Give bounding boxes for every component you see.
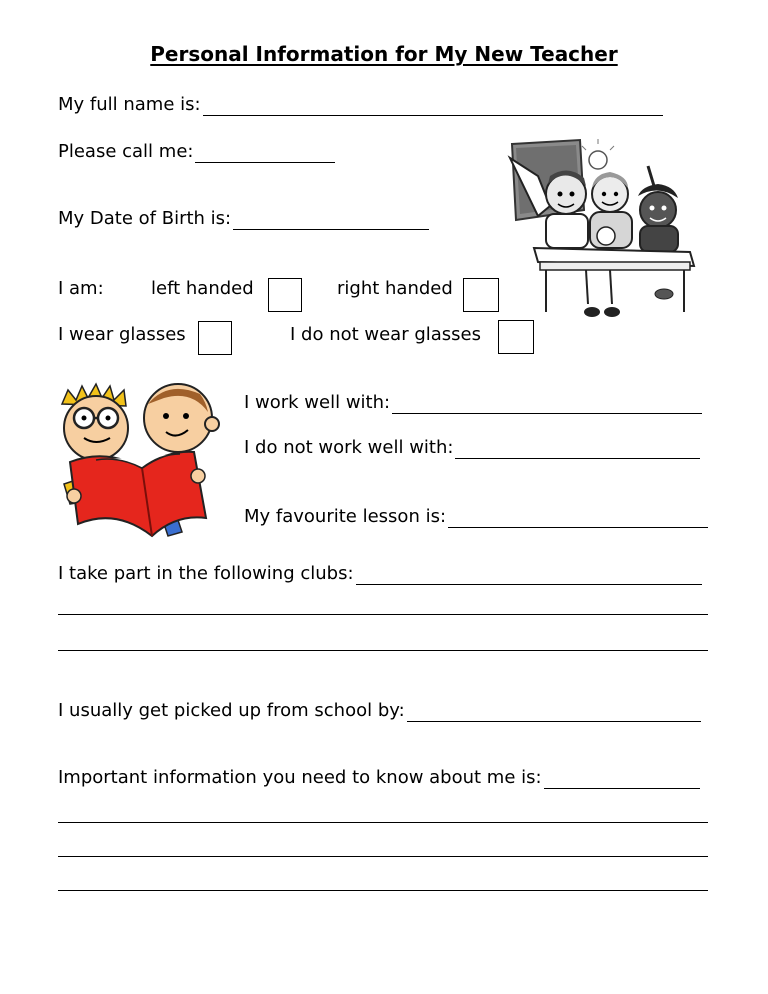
dob-field[interactable] bbox=[233, 209, 429, 230]
dob-row bbox=[58, 208, 429, 230]
full-name-label: My full name is: bbox=[58, 94, 201, 115]
important-line-4[interactable] bbox=[58, 890, 708, 891]
picked-up-field[interactable] bbox=[407, 701, 701, 722]
work-well-row bbox=[244, 392, 702, 414]
right-handed-label: right handed bbox=[337, 278, 453, 299]
picked-up-label: I usually get picked up from school by: bbox=[58, 700, 405, 721]
wear-glasses-label: I wear glasses bbox=[58, 324, 186, 345]
picked-up-row bbox=[58, 700, 701, 722]
fav-lesson-label: My favourite lesson is: bbox=[244, 506, 447, 527]
work-well-label: I work well with: bbox=[244, 392, 391, 413]
i-am-label: I am: bbox=[58, 278, 104, 299]
important-label: Important information you need to know about me is: bbox=[58, 767, 542, 788]
kids-reading-book-clipart-icon bbox=[56, 376, 224, 542]
page-title: Personal Information for My New Teacher bbox=[150, 42, 618, 66]
right-handed-checkbox[interactable] bbox=[463, 278, 499, 312]
not-work-well-row bbox=[244, 437, 700, 459]
important-field[interactable] bbox=[544, 768, 700, 789]
clubs-line-3[interactable] bbox=[58, 650, 708, 651]
no-glasses-checkbox[interactable] bbox=[498, 320, 534, 354]
fav-lesson-row bbox=[244, 506, 708, 528]
clubs-line-2[interactable] bbox=[58, 614, 708, 615]
work-well-field[interactable] bbox=[392, 393, 702, 414]
important-row bbox=[58, 767, 700, 789]
left-handed-checkbox[interactable] bbox=[268, 278, 302, 312]
left-handed-label: left handed bbox=[151, 278, 254, 299]
call-me-row bbox=[58, 141, 335, 163]
important-line-2[interactable] bbox=[58, 822, 708, 823]
no-glasses-label: I do not wear glasses bbox=[290, 324, 482, 345]
important-line-3[interactable] bbox=[58, 856, 708, 857]
fav-lesson-field[interactable] bbox=[448, 507, 708, 528]
dob-label: My Date of Birth is: bbox=[58, 208, 232, 229]
call-me-field[interactable] bbox=[195, 142, 335, 163]
not-work-well-label: I do not work well with: bbox=[244, 437, 454, 458]
not-work-well-field[interactable] bbox=[455, 438, 700, 459]
call-me-label: Please call me: bbox=[58, 141, 194, 162]
clubs-label: I take part in the following clubs: bbox=[58, 563, 354, 584]
clubs-row bbox=[58, 563, 702, 585]
full-name-row bbox=[58, 94, 663, 116]
clubs-field[interactable] bbox=[356, 564, 702, 585]
wear-glasses-checkbox[interactable] bbox=[198, 321, 232, 355]
classroom-clipart-icon bbox=[498, 136, 696, 320]
full-name-field[interactable] bbox=[203, 95, 663, 116]
